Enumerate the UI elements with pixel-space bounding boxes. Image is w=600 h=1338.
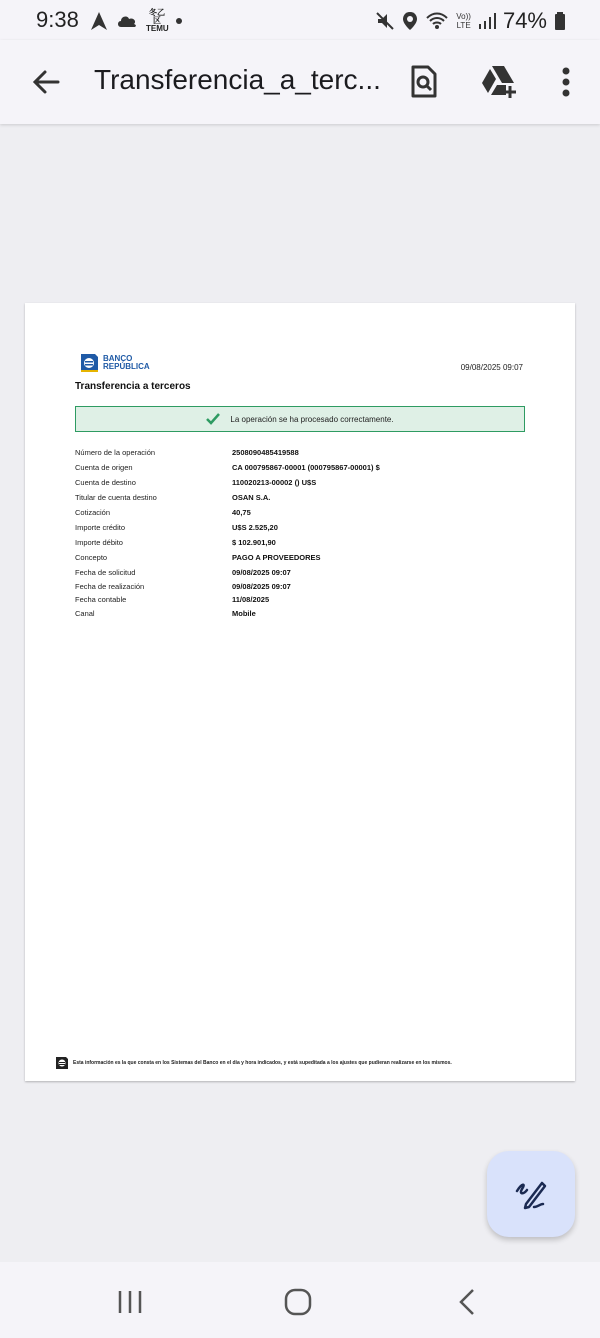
system-nav-bar xyxy=(0,1262,600,1338)
pen-edit-icon xyxy=(514,1177,548,1211)
detail-label: Fecha de solicitud xyxy=(75,568,136,577)
wifi-icon xyxy=(425,11,449,31)
detail-value: PAGO A PROVEEDORES xyxy=(232,553,321,562)
detail-row xyxy=(75,553,535,568)
detail-value: $ 102.901,90 xyxy=(232,538,276,547)
detail-row xyxy=(75,595,535,609)
navigation-arrow-icon xyxy=(90,11,108,31)
edit-annotate-button[interactable] xyxy=(487,1151,575,1237)
detail-row xyxy=(75,493,535,508)
battery-icon xyxy=(554,11,566,31)
detail-label: Cotización xyxy=(75,508,111,517)
detail-row xyxy=(75,538,535,553)
pdf-page xyxy=(25,303,575,1081)
chevron-left-icon xyxy=(458,1288,476,1316)
success-banner xyxy=(75,406,525,432)
more-options-button[interactable] xyxy=(544,60,588,104)
detail-value: 40,75 xyxy=(232,508,251,517)
document-title: Transferencia_a_terc... xyxy=(94,64,381,95)
detail-label: Cuenta de destino xyxy=(75,478,136,487)
detail-value: 2508090485419588 xyxy=(232,448,299,457)
bank-republica-logo-icon xyxy=(79,353,99,373)
temu-label: TEMU xyxy=(146,24,169,33)
temu-app-icon xyxy=(146,9,168,33)
detail-label: Cuenta de origen xyxy=(75,463,133,472)
bank-name xyxy=(103,355,150,371)
add-to-drive-button[interactable] xyxy=(478,60,522,104)
drive-add-icon xyxy=(480,64,520,100)
recent-apps-icon xyxy=(117,1290,143,1314)
operation-details xyxy=(75,448,535,622)
bank-logo xyxy=(79,353,150,373)
detail-value: Mobile xyxy=(232,608,256,618)
detail-label: Número de la operación xyxy=(75,448,156,457)
detail-value: 110020213-00002 () U$S xyxy=(232,478,317,487)
home-button[interactable] xyxy=(273,1282,323,1322)
document-date: 09/08/2025 09:07 xyxy=(460,363,523,372)
search-in-document-button[interactable] xyxy=(402,60,446,104)
detail-row xyxy=(75,478,535,493)
bank-footer-logo-icon xyxy=(55,1056,69,1070)
system-back-button[interactable] xyxy=(442,1282,492,1322)
status-time: 9:38 xyxy=(36,7,79,32)
detail-row xyxy=(75,523,535,538)
detail-label: Canal xyxy=(75,608,95,618)
recent-apps-button[interactable] xyxy=(105,1282,155,1322)
more-vert-icon xyxy=(561,67,571,97)
bank-name-line1: BANCO xyxy=(103,354,133,363)
detail-label: Importe débito xyxy=(75,538,123,547)
battery-percent: 74% xyxy=(502,8,547,33)
detail-row xyxy=(75,448,535,463)
home-icon xyxy=(284,1288,312,1316)
detail-label: Importe crédito xyxy=(75,523,126,532)
detail-label: Titular de cuenta destino xyxy=(75,493,157,502)
detail-value: 09/08/2025 09:07 xyxy=(232,568,291,577)
location-icon xyxy=(402,11,418,31)
detail-row xyxy=(75,508,535,523)
arrow-back-icon xyxy=(26,62,66,102)
status-bar xyxy=(0,0,600,40)
volte-label-bottom: LTE xyxy=(456,21,471,30)
signal-icon xyxy=(478,12,496,30)
detail-value: 09/08/2025 09:07 xyxy=(232,581,291,591)
detail-value: 11/08/2025 xyxy=(232,595,270,604)
document-search-icon xyxy=(409,65,439,99)
detail-label: Fecha contable xyxy=(75,595,127,604)
cloud-icon xyxy=(116,14,138,28)
status-left-icons xyxy=(90,9,182,33)
detail-row xyxy=(75,463,535,478)
notification-dot-icon xyxy=(176,18,182,24)
document-heading: Transferencia a terceros xyxy=(75,381,191,392)
footer-disclaimer: Esta información es la que consta en los Sistemas del Banco en el día y hora indicados, y está supeditada a los ajustes que pudieran realizarse en los mismos. xyxy=(73,1060,452,1066)
detail-row xyxy=(75,568,535,582)
detail-row xyxy=(75,609,535,623)
detail-value: CA 000795867-00001 (000795867-00001) $ xyxy=(232,463,380,472)
detail-row xyxy=(75,582,535,596)
back-button[interactable] xyxy=(26,62,66,102)
detail-label: Fecha de realización xyxy=(75,581,145,591)
bank-name-line2: REPÚBLICA xyxy=(103,362,150,371)
success-message: La operación se ha procesado correctamente. xyxy=(230,414,394,424)
detail-value: U$S 2.525,20 xyxy=(232,523,278,532)
checkmark-icon xyxy=(206,413,220,425)
mute-icon xyxy=(375,11,395,31)
detail-label: Concepto xyxy=(75,553,108,562)
volte-label-top: Vo)) xyxy=(456,12,471,21)
document-footer xyxy=(55,1056,452,1070)
status-right-icons xyxy=(375,8,566,34)
temu-label-top: 冬乙区 xyxy=(149,8,165,25)
volte-icon xyxy=(456,12,471,30)
detail-value: OSAN S.A. xyxy=(232,493,271,502)
app-bar xyxy=(0,40,600,124)
